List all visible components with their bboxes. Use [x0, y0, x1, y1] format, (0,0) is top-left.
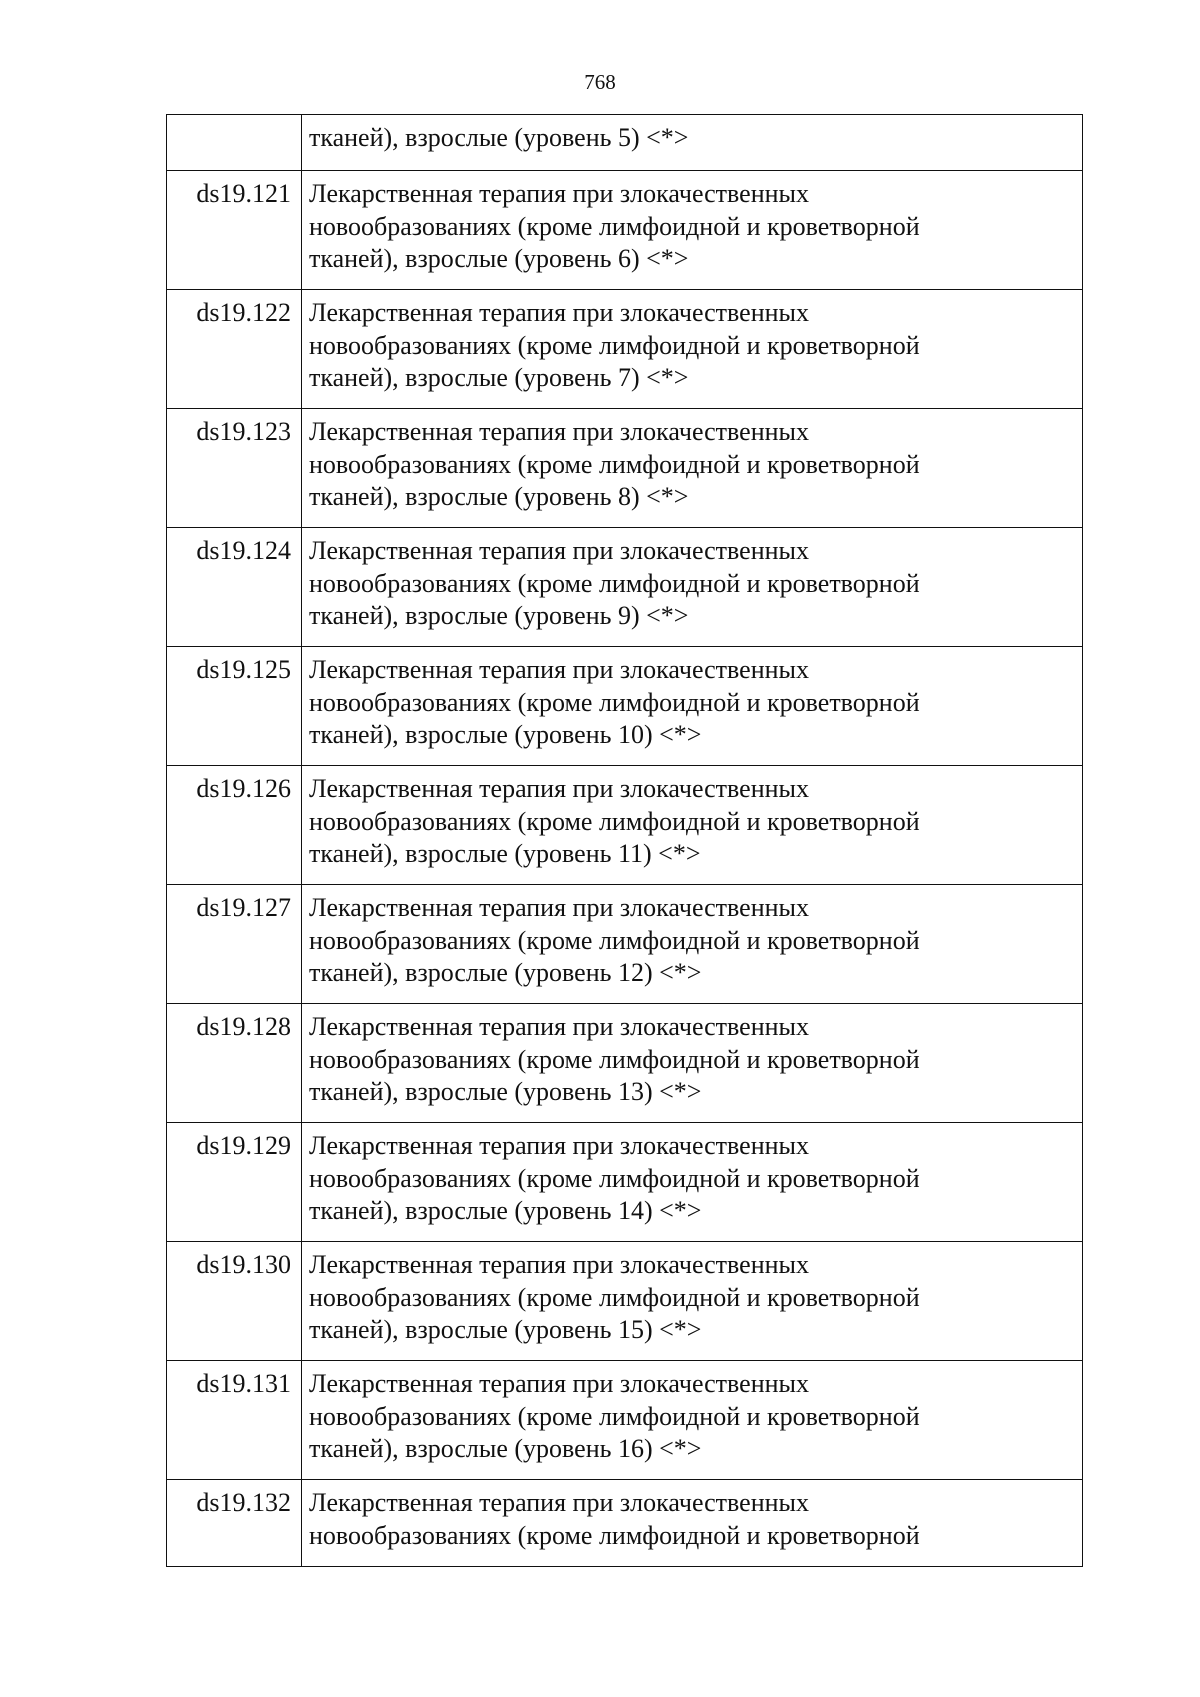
description-line: новообразованиях (кроме лимфоидной и кроветворной	[309, 1044, 920, 1074]
description-cell	[302, 290, 1083, 409]
table-row	[167, 647, 1083, 766]
description-line: Лекарственная терапия при злокачественных	[309, 417, 809, 446]
description-line: новообразованиях (кроме лимфоидной и кроветворной	[309, 1163, 920, 1193]
description-line: новообразованиях (кроме лимфоидной и кроветворной	[309, 925, 920, 955]
code-cell: ds19.132	[167, 1480, 302, 1567]
description-line: тканей), взрослые (уровень 6) <*>	[309, 244, 689, 273]
description-line: тканей), взрослые (уровень 9) <*>	[309, 601, 689, 630]
table-body	[167, 115, 1083, 1567]
description-line: Лекарственная терапия при злокачественных	[309, 298, 809, 327]
description-line: тканей), взрослые (уровень 12) <*>	[309, 958, 702, 987]
description-line: Лекарственная терапия при злокачественных	[309, 774, 809, 803]
description-line: новообразованиях (кроме лимфоидной и кроветворной	[309, 806, 920, 836]
description-line: тканей), взрослые (уровень 15) <*>	[309, 1315, 702, 1344]
description-cell	[302, 1242, 1083, 1361]
description-line: Лекарственная терапия при злокачественных	[309, 1012, 809, 1041]
description-cell	[302, 647, 1083, 766]
description-line: тканей), взрослые (уровень 16) <*>	[309, 1434, 702, 1463]
table-row	[167, 766, 1083, 885]
description-line: Лекарственная терапия при злокачественных	[309, 536, 809, 565]
description-cell	[302, 1123, 1083, 1242]
code-cell: ds19.121	[167, 171, 302, 290]
table-row	[167, 1123, 1083, 1242]
code-cell: ds19.130	[167, 1242, 302, 1361]
code-cell: ds19.122	[167, 290, 302, 409]
table-row	[167, 1242, 1083, 1361]
table-row	[167, 1004, 1083, 1123]
description-line: новообразованиях (кроме лимфоидной и кроветворной	[309, 568, 920, 598]
code-cell: ds19.125	[167, 647, 302, 766]
description-cell	[302, 171, 1083, 290]
table-row	[167, 1480, 1083, 1567]
table-row	[167, 290, 1083, 409]
description-cell	[302, 766, 1083, 885]
description-cell	[302, 1361, 1083, 1480]
description-cell	[302, 1004, 1083, 1123]
description-line: тканей), взрослые (уровень 7) <*>	[309, 363, 689, 392]
description-line: новообразованиях (кроме лимфоидной и кроветворной	[309, 449, 920, 479]
description-line: новообразованиях (кроме лимфоидной и кроветворной	[309, 1401, 920, 1431]
description-line: тканей), взрослые (уровень 10) <*>	[309, 720, 702, 749]
description-cell	[302, 1480, 1083, 1567]
table-row	[167, 1361, 1083, 1480]
description-line: тканей), взрослые (уровень 13) <*>	[309, 1077, 702, 1106]
page-number: 768	[584, 70, 616, 94]
code-cell	[167, 115, 302, 171]
description-line: Лекарственная терапия при злокачественных	[309, 655, 809, 684]
code-cell: ds19.126	[167, 766, 302, 885]
description-cell	[302, 115, 1083, 171]
code-cell: ds19.127	[167, 885, 302, 1004]
description-line: тканей), взрослые (уровень 8) <*>	[309, 482, 689, 511]
code-cell: ds19.129	[167, 1123, 302, 1242]
description-cell	[302, 528, 1083, 647]
tariff-table	[166, 114, 1083, 1567]
description-cell	[302, 409, 1083, 528]
description-line: Лекарственная терапия при злокачественных	[309, 1250, 809, 1279]
description-line: Лекарственная терапия при злокачественных	[309, 1488, 809, 1517]
code-cell: ds19.128	[167, 1004, 302, 1123]
code-cell: ds19.124	[167, 528, 302, 647]
description-line: Лекарственная терапия при злокачественных	[309, 1369, 809, 1398]
description-line: тканей), взрослые (уровень 5) <*>	[309, 123, 689, 152]
description-line: тканей), взрослые (уровень 14) <*>	[309, 1196, 702, 1225]
description-line: Лекарственная терапия при злокачественных	[309, 1131, 809, 1160]
description-line: новообразованиях (кроме лимфоидной и кроветворной	[309, 330, 920, 360]
code-cell: ds19.123	[167, 409, 302, 528]
description-line: новообразованиях (кроме лимфоидной и кроветворной	[309, 687, 920, 717]
table-row	[167, 528, 1083, 647]
description-line: Лекарственная терапия при злокачественных	[309, 179, 809, 208]
table-row	[167, 115, 1083, 171]
code-cell: ds19.131	[167, 1361, 302, 1480]
description-line: новообразованиях (кроме лимфоидной и кроветворной	[309, 1282, 920, 1312]
description-cell	[302, 885, 1083, 1004]
table-row	[167, 409, 1083, 528]
table-row	[167, 171, 1083, 290]
description-line: Лекарственная терапия при злокачественных	[309, 893, 809, 922]
table-row	[167, 885, 1083, 1004]
description-line: новообразованиях (кроме лимфоидной и кроветворной	[309, 1520, 920, 1550]
description-line: тканей), взрослые (уровень 11) <*>	[309, 839, 701, 868]
description-line: новообразованиях (кроме лимфоидной и кроветворной	[309, 211, 920, 241]
